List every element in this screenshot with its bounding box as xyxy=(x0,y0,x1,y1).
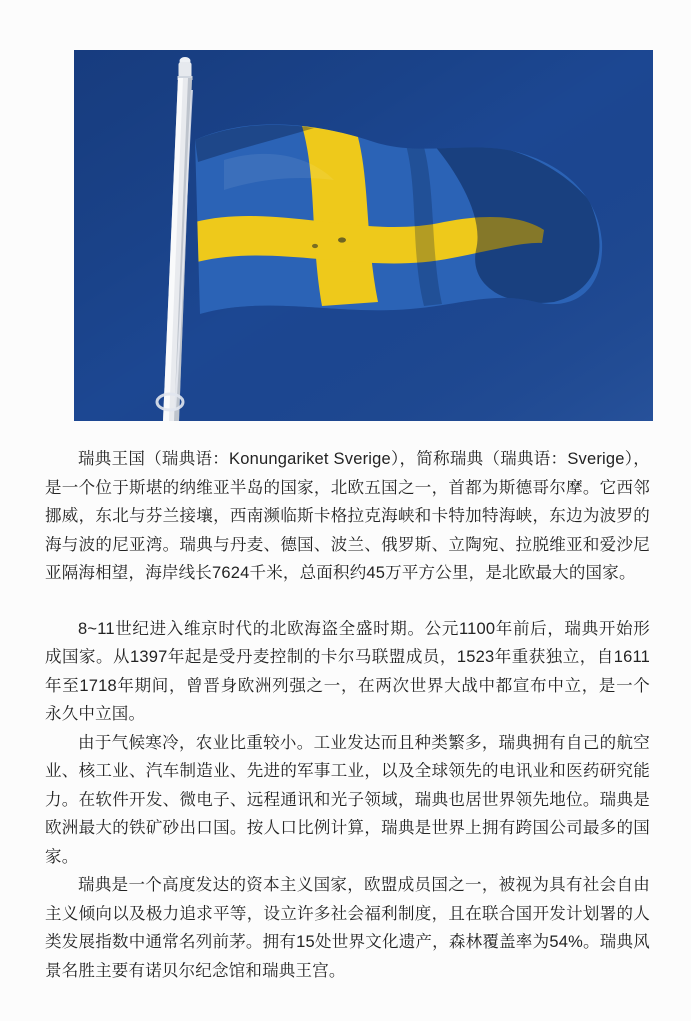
flag-crease-speck xyxy=(312,244,318,248)
article-page xyxy=(0,50,691,1021)
paragraph-industry: 由于气候寒冷，农业比重较小。工业发达而且种类繁多，瑞典拥有自己的航空业、核工业、汽车制造业、先进的军事工业，以及全球领先的电讯业和医药研究能力。在软件开发、微电子、远程通讯和光子领域，瑞典也居世界领先地位。瑞典是欧洲最大的铁矿砂出口国。按人口比例计算，瑞典是世界上拥有跨国公司最多的国家。 xyxy=(45,733,650,866)
flag-crease-speck xyxy=(338,237,346,242)
paragraph-overview: 瑞典王国（瑞典语：Konungariket Sverige），简称瑞典（瑞典语：Sverige），是一个位于斯堪的纳维亚半岛的国家，北欧五国之一，首都为斯德哥尔摩。它西邻挪威，东北与芬兰接壤，西南濒临斯卡格拉克海峡和卡特加特海峡，东边为波罗的海与波的尼亚湾。瑞典与丹麦、德国、波兰、俄罗斯、立陶宛、拉脱维亚和爱沙尼亚隔海相望，海岸线长7624千米，总面积约45万平方公里，是北欧最大的国家。 xyxy=(45,450,650,582)
article-body xyxy=(45,445,650,985)
flagpole-cap xyxy=(179,62,192,78)
sweden-flag-photo xyxy=(74,50,653,421)
flag-photo-canvas xyxy=(74,50,653,421)
paragraph-society: 瑞典是一个高度发达的资本主义国家，欧盟成员国之一，被视为具有社会自由主义倾向以及极力追求平等，设立许多社会福利制度，且在联合国开发计划署的人类发展指数中通常名列前茅。拥有15处世界文化遗产，森林覆盖率为54%。瑞典风景名胜主要有诺贝尔纪念馆和瑞典王宫。 xyxy=(45,876,650,980)
paragraph-history: 8~11世纪进入维京时代的北欧海盗全盛时期。公元1100年前后，瑞典开始形成国家。从1397年起是受丹麦控制的卡尔马联盟成员，1523年重获独立，自1611年至1718年期间，曾晋身欧洲列强之一，在两次世界大战中都宣布中立，是一个永久中立国。 xyxy=(45,619,650,723)
